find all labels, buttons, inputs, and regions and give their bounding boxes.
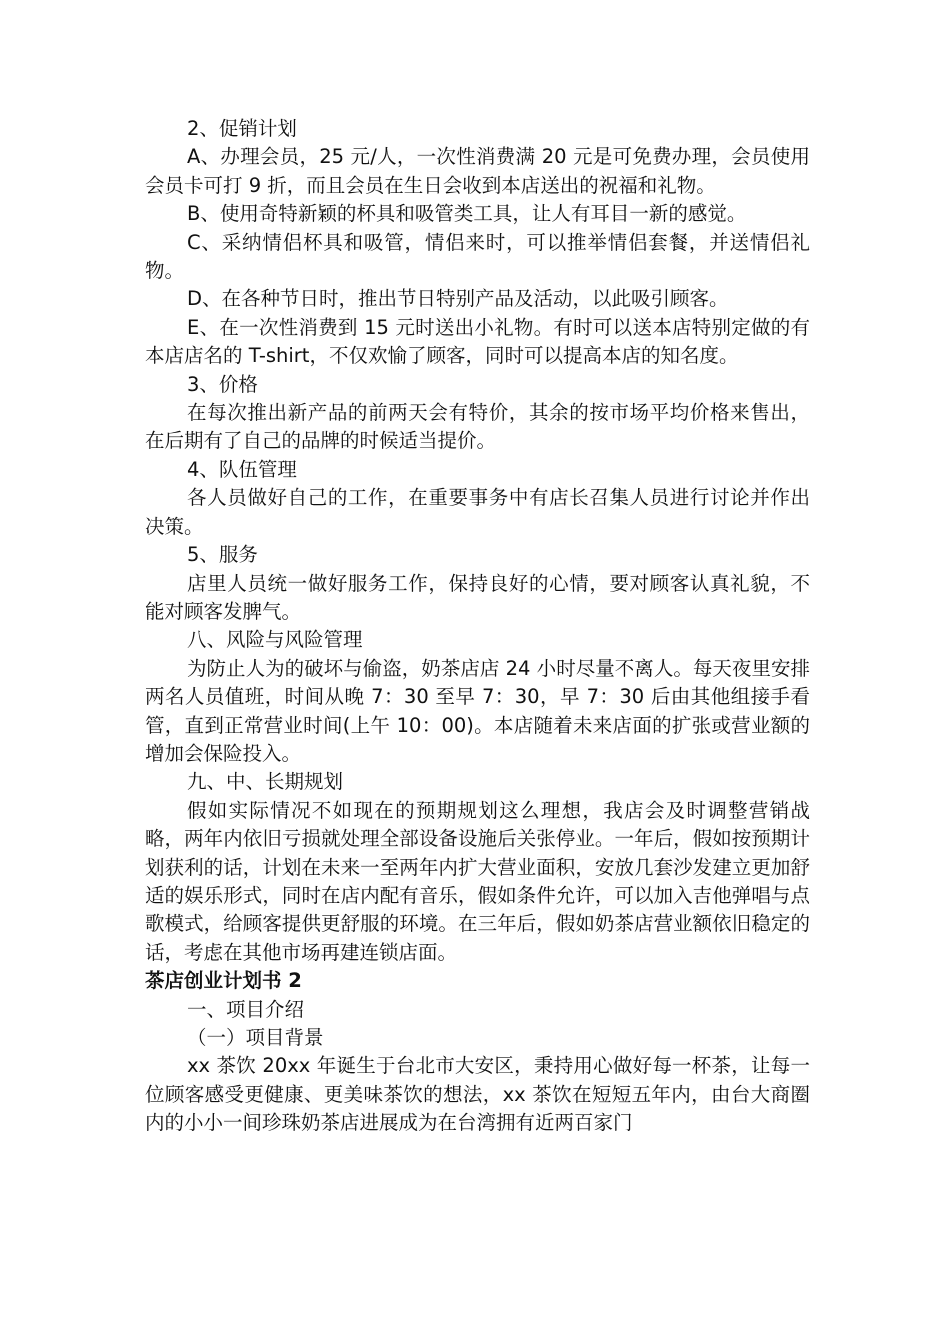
section-heading-long-term: 九、中、长期规划 — [187, 770, 344, 794]
paragraph-couples: C、采纳情侣杯具和吸管，情侣来时，可以推举情侣套餐，并送情侣礼物。 — [145, 230, 810, 283]
section-heading-project: 一、项目介绍 — [187, 997, 305, 1021]
paragraph-service: 店里人员统一做好服务工作，保持良好的心情，要对顾客认真礼貌，不能对顾客发脾气。 — [145, 571, 810, 623]
paragraph-membership: A、办理会员，25 元/人，一次性消费满 20 元是可免费办理，会员使用会员卡可打 9 折，而且会员在生日会收到本店送出的祝福和礼物。 — [145, 145, 810, 197]
paragraph-price: 在每次推出新产品的前两天会有特价，其余的按市场平均价格来售出，在后期有了自己的品牌的时候适当提价。 — [145, 401, 810, 453]
paragraph-risk: 为防止人为的破坏与偷盗，奶茶店店 24 小时尽量不离人。每天夜里安排两名人员值班，时间从晚 7：30 至早 7：30，早 7：30 后由其他组接手看管，直到正常营业时间(上午 10：00)。本店随着未来店面的扩张或营业额的增加会保险投入。 — [145, 656, 810, 765]
section-heading-promotion: 2、促销计划 — [187, 117, 297, 140]
section-heading-risk: 八、风险与风险管理 — [187, 628, 363, 652]
document-body — [145, 115, 810, 1138]
paragraph-background: xx 茶饮 20xx 年诞生于台北市大安区，秉持用心做好每一杯茶，让每一位顾客感受更健康、更美味茶饮的想法，xx 茶饮在短短五年内，由台大商圈内的小小一间珍珠奶茶店进展成为在台湾拥有近两百家门 — [145, 1054, 810, 1135]
paragraph-gifts: E、在一次性消费到 15 元时送出小礼物。有时可以送本店特别定做的有本店店名的 T-shirt，不仅欢愉了顾客，同时可以提高本店的知名度。 — [145, 315, 810, 368]
paragraph-cups-straws: B、使用奇特新颖的杯具和吸管类工具，让人有耳目一新的感觉。 — [187, 202, 747, 226]
paragraph-holidays: D、在各种节日时，推出节日特别产品及活动，以此吸引顾客。 — [187, 287, 729, 311]
paragraph-long-term: 假如实际情况不如现在的预期规划这么理想，我店会及时调整营销战略，两年内依旧亏损就处理全部设备设施后关张停业。一年后，假如按预期计划获利的话，计划在未来一至两年内扩大营业面积，安放几套沙发建立更加舒适的娱乐形式，同时在店内配有音乐，假如条件允许，可以加入吉他弹唱与点歌模式，给顾客提供更舒服的环境。在三年后，假如奶茶店营业额依旧稳定的话，考虑在其他市场再建连锁店面。 — [145, 798, 810, 964]
subsection-heading-background: （一）项目背景 — [187, 1026, 324, 1049]
paragraph-team: 各人员做好自己的工作，在重要事务中有店长召集人员进行讨论并作出决策。 — [145, 486, 810, 538]
section-heading-team: 4、队伍管理 — [187, 457, 297, 481]
section-heading-price: 3、价格 — [187, 372, 258, 396]
section-heading-service: 5、服务 — [187, 543, 258, 567]
document-title-2: 茶店创业计划书 2 — [145, 969, 302, 993]
